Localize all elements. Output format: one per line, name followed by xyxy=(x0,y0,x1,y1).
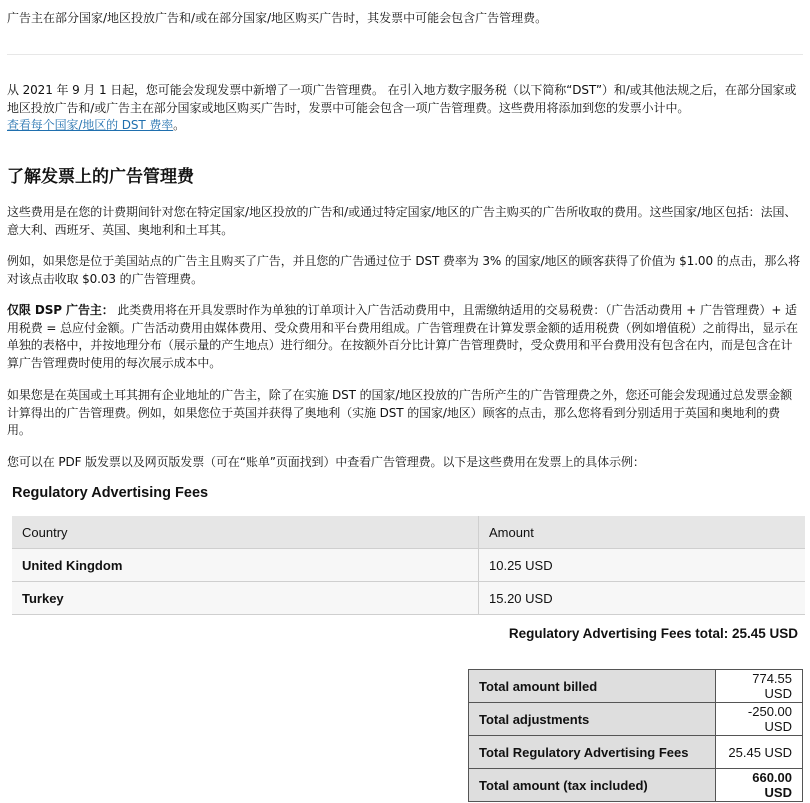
summary-label: Total Regulatory Advertising Fees xyxy=(469,736,716,769)
fees-table-title: Regulatory Advertising Fees xyxy=(12,485,209,501)
dsp-label: 仅限 DSP 广告主： xyxy=(7,303,114,317)
paragraph-3 xyxy=(7,302,803,372)
summary-row xyxy=(469,769,803,802)
intro-paragraph: 从 2021 年 9 月 1 日起，您可能会发现发票中新增了一项广告管理费。 在引入地方数字服务税（以下简称“DST”）和/或其他法规之后，在部分国家或地区投放广告和/或广告主在部分国家或地区购买广告时，发票中可能会包含一项广告管理费。这些费用将添加到您的发票小计中。 查看每个国家/地区的 DST 费率。 xyxy=(7,83,797,132)
summary-value: 660.00 USD xyxy=(716,769,803,802)
amount-cell: 15.20 USD xyxy=(479,582,806,615)
country-cell: United Kingdom xyxy=(12,549,479,582)
top-note: 广告主在部分国家/地区投放广告和/或在部分国家/地区购买广告时，其发票中可能会包含广告管理费。 xyxy=(7,11,548,25)
summary-value: 774.55 USD xyxy=(716,670,803,703)
dsp-text: 此类费用将在开具发票时作为单独的订单项计入广告活动费用中，且需缴纳适用的交易税费：（广告活动费用 + 广告管理费）+ 适用税费 = 总应付金额。广告活动费用由媒体费用、受众费用和平台费用组成。广告管理费在计算发票金额的适用税费（例如增值税）之前得出，显示在单独的表格中，并按地理分布（展示量的产生地点）进行细分。在按额外百分比计算广告管理费时，受众费用和平台费用没有包含在内，而是包含在计算广告管理费时使用的每次展示成本中。 xyxy=(7,303,798,370)
dst-rates-link[interactable]: 查看每个国家/地区的 DST 费率 xyxy=(7,118,174,132)
column-header-country: Country xyxy=(12,516,479,549)
section-heading: 了解发票上的广告管理费 xyxy=(7,167,194,187)
summary-label: Total adjustments xyxy=(469,703,716,736)
fees-table xyxy=(12,516,805,615)
summary-row xyxy=(469,736,803,769)
table-row xyxy=(12,582,805,615)
summary-row xyxy=(469,670,803,703)
intro-text: 从 2021 年 9 月 1 日起，您可能会发现发票中新增了一项广告管理费。 在引入地方数字服务税（以下简称“DST”）和/或其他法规之后，在部分国家或地区投放广告和/或广告主在部分国家或地区购买广告时，发票中可能会包含一项广告管理费。这些费用将添加到您的发票小计中。 xyxy=(7,83,797,115)
amount-cell: 10.25 USD xyxy=(479,549,806,582)
summary-label: Total amount (tax included) xyxy=(469,769,716,802)
country-cell: Turkey xyxy=(12,582,479,615)
summary-value: 25.45 USD xyxy=(716,736,803,769)
paragraph-2: 例如，如果您是位于美国站点的广告主且购买了广告，并且您的广告通过位于 DST 费率为 3% 的国家/地区的顾客获得了价值为 $1.00 的点击，那么将对该点击收取 $0.03 的广告管理费。 xyxy=(7,254,801,286)
paragraph-5: 您可以在 PDF 版发票以及网页版发票（可在“账单”页面找到）中查看广告管理费。以下是这些费用在发票上的具体示例： xyxy=(7,455,645,469)
divider xyxy=(7,54,803,55)
summary-table xyxy=(468,669,803,802)
summary-row xyxy=(469,703,803,736)
fees-total: Regulatory Advertising Fees total: 25.45 USD xyxy=(508,626,798,641)
column-header-amount: Amount xyxy=(479,516,806,549)
summary-value: -250.00 USD xyxy=(716,703,803,736)
paragraph-1: 这些费用是在您的计费期间针对您在特定国家/地区投放的广告和/或通过特定国家/地区的广告主购买的广告所收取的费用。这些国家/地区包括：法国、意大利、西班牙、英国、奥地利和土耳其。 xyxy=(7,205,797,237)
table-row xyxy=(12,549,805,582)
summary-label: Total amount billed xyxy=(469,670,716,703)
paragraph-4: 如果您是在英国或土耳其拥有企业地址的广告主，除了在实施 DST 的国家/地区投放的广告所产生的广告管理费之外，您还可能会发现通过总发票金额计算得出的广告管理费。例如，如果您位于英国并获得了奥地利（实施 DST 的国家/地区）顾客的点击，那么您将看到分别适用于英国和奥地利的费用。 xyxy=(7,388,792,437)
